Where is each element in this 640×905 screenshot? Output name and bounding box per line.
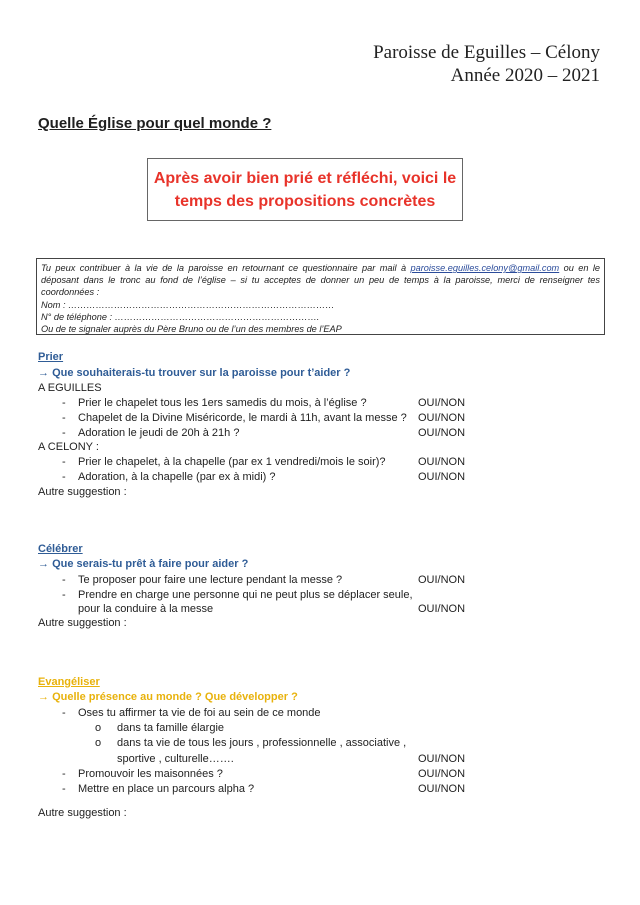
circle-bullet-icon: o xyxy=(95,737,102,749)
info-paragraph xyxy=(41,262,600,299)
evangeliser-sub-1: dans ta famille élargie xyxy=(117,722,225,734)
celebrer-item-2b: pour la conduire à la messe xyxy=(78,603,214,615)
section-title-celebrer: Célébrer xyxy=(38,543,83,555)
evangeliser-item-3: Mettre en place un parcours alpha ? xyxy=(78,783,255,795)
evangeliser-item-2: Promouvoir les maisonnées ? xyxy=(78,768,223,780)
dash: - xyxy=(62,574,66,586)
answer-option[interactable]: OUI/NON xyxy=(418,471,466,483)
dash: - xyxy=(62,783,66,795)
prier-item-4: Prier le chapelet, à la chapelle (par ex 1 vendredi/mois le soir)? xyxy=(78,456,386,468)
email-link[interactable]: paroisse.eguilles.celony@gmail.com xyxy=(410,263,560,273)
group-eguilles: A EGUILLES xyxy=(38,382,102,394)
dash: - xyxy=(62,707,66,719)
dash: - xyxy=(62,768,66,780)
info-box xyxy=(36,258,605,335)
info-text-b: ou en le déposant dans le tronc au fond de l’église – si tu acceptes de donner un peu de temps à la paroisse, merci de renseigner tes coordonnées : xyxy=(41,263,600,298)
prier-item-2: Chapelet de la Divine Miséricorde, le mardi à 11h, avant la messe ? xyxy=(78,412,407,424)
prier-item-1: Prier le chapelet tous les 1ers samedis du mois, à l’église ? xyxy=(78,397,367,409)
answer-option[interactable]: OUI/NON xyxy=(418,456,466,468)
arrow-right-icon: → xyxy=(38,558,49,570)
celebrer-item-2a: Prendre en charge une personne qui ne peut plus se déplacer seule, xyxy=(78,589,413,601)
answer-option[interactable]: OUI/NON xyxy=(418,603,466,615)
dash: - xyxy=(62,471,66,483)
evangeliser-sub-2a: dans ta vie de tous les jours , professionnelle , associative , xyxy=(117,737,407,749)
group-celony: A CELONY : xyxy=(38,441,99,453)
answer-option[interactable]: OUI/NON xyxy=(418,783,466,795)
other-suggestion-celebrer[interactable]: Autre suggestion : xyxy=(38,617,127,629)
answer-option[interactable]: OUI/NON xyxy=(418,753,466,765)
phone-line: N° de téléphone : …………………………………………………………. xyxy=(41,311,320,322)
other-suggestion-prier[interactable]: Autre suggestion : xyxy=(38,486,127,498)
contact-line: Ou de te signaler auprès du Père Bruno ou de l’un des membres de l’EAP xyxy=(41,324,342,335)
dash: - xyxy=(62,456,66,468)
intro-line-2: temps des propositions concrètes xyxy=(174,193,436,210)
intro-box xyxy=(147,158,463,221)
dash: - xyxy=(62,427,66,439)
school-year: Année 2020 – 2021 xyxy=(450,65,600,86)
celebrer-item-1: Te proposer pour faire une lecture pendant la messe ? xyxy=(78,574,343,586)
dash: - xyxy=(62,412,66,424)
answer-option[interactable]: OUI/NON xyxy=(418,397,466,409)
answer-option[interactable]: OUI/NON xyxy=(418,412,466,424)
question-prier-text: Que souhaiterais-tu trouver sur la paroisse pour t’aider ? xyxy=(52,367,351,379)
evangeliser-item-1: Oses tu affirmer ta vie de foi au sein de ce monde xyxy=(78,707,321,719)
section-title-evangeliser: Evangéliser xyxy=(38,676,100,688)
question-celebrer-text: Que serais-tu prêt à faire pour aider ? xyxy=(52,558,249,570)
other-suggestion-evangeliser[interactable]: Autre suggestion : xyxy=(38,807,127,819)
section-title-prier: Prier xyxy=(38,351,64,363)
prier-item-3: Adoration le jeudi de 20h à 21h ? xyxy=(78,427,240,439)
answer-option[interactable]: OUI/NON xyxy=(418,768,466,780)
info-text-a: Tu peux contribuer à la vie de la paroisse en retournant ce questionnaire par mail à xyxy=(41,263,411,273)
question-prier xyxy=(38,366,350,380)
arrow-right-icon: → xyxy=(38,691,49,703)
question-evangeliser-text: Quelle présence au monde ? Que développer ? xyxy=(52,691,298,703)
evangeliser-sub-2b: sportive , culturelle……. xyxy=(117,753,234,765)
name-line: Nom : …………………………………………………………………………… xyxy=(41,299,335,310)
dash: - xyxy=(62,397,66,409)
answer-option[interactable]: OUI/NON xyxy=(418,427,466,439)
arrow-right-icon: → xyxy=(38,367,49,379)
question-celebrer xyxy=(38,557,248,571)
page-title: Quelle Église pour quel monde ? xyxy=(38,115,272,132)
question-evangeliser xyxy=(38,690,298,704)
dash: - xyxy=(62,589,66,601)
prier-item-5: Adoration, à la chapelle (par ex à midi) ? xyxy=(78,471,276,483)
parish-name: Paroisse de Eguilles – Célony xyxy=(373,42,600,63)
intro-line-1: Après avoir bien prié et réfléchi, voici le xyxy=(153,170,457,187)
circle-bullet-icon: o xyxy=(95,722,102,734)
answer-option[interactable]: OUI/NON xyxy=(418,574,466,586)
